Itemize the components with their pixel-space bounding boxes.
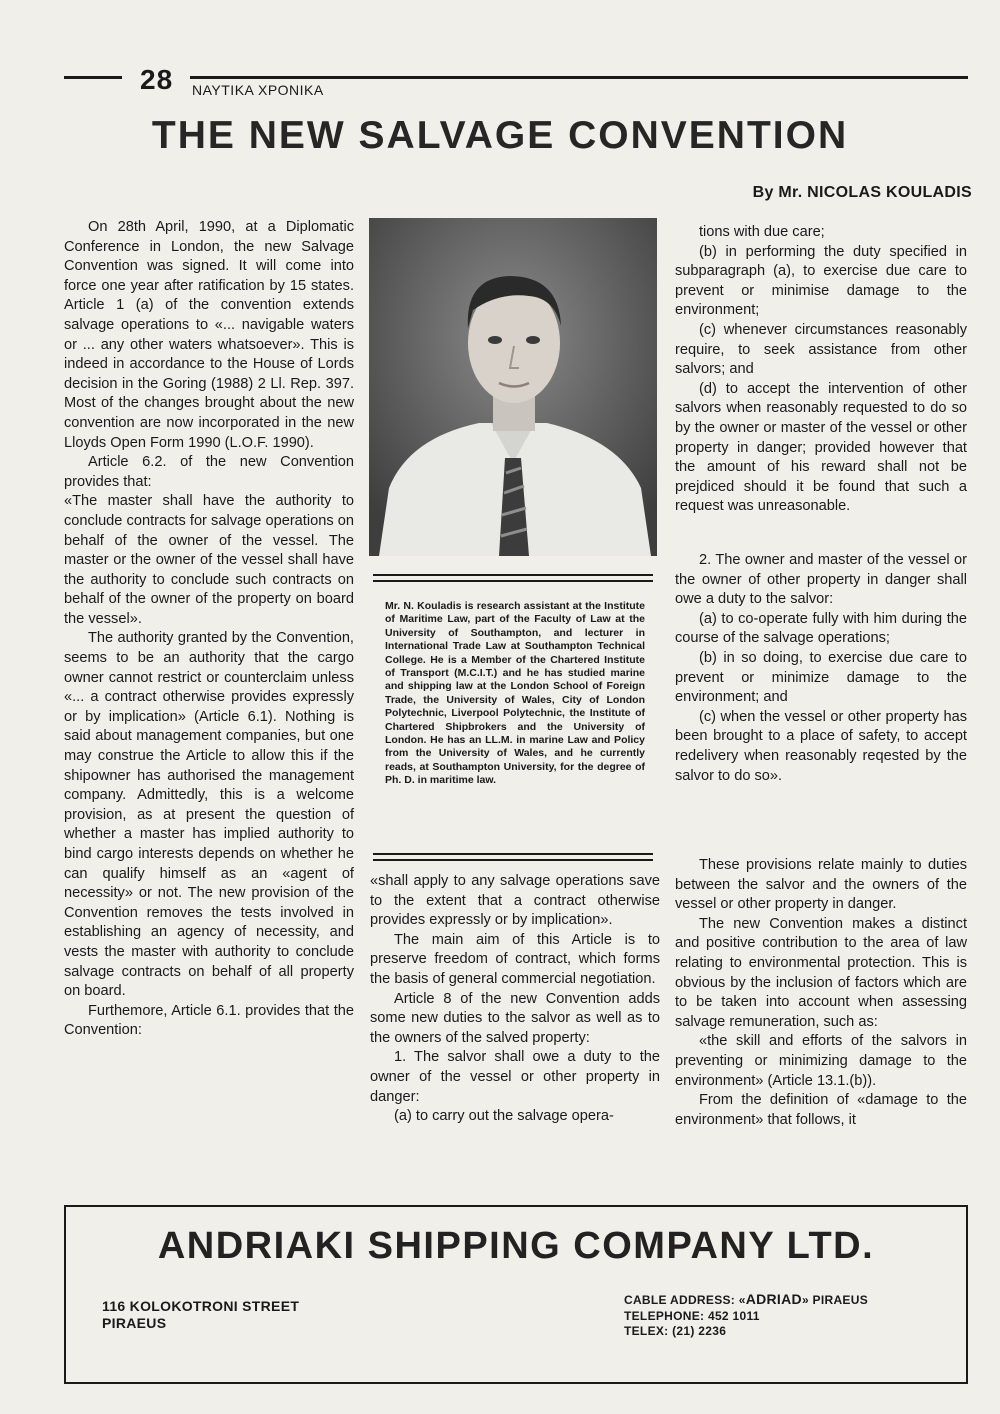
paragraph: (b) in so doing, to exercise due care to prevent or minimize damage to the environment; and bbox=[675, 649, 967, 706]
paragraph: (a) to co-operate fully with him during the course of the salvage operations; bbox=[675, 610, 967, 647]
paragraph: (c) whenever circumstances reasonably require, to seek assistance from other salvors; and bbox=[675, 321, 967, 378]
paragraph: On 28th April, 1990, at a Diplomatic Conference in London, the new Salvage Convention was signed. It will come into force one year after ratification by 15 states. Article 1 (a) of the convention extends salvage operations to «... navigable waters or ... any other waters whatsoever». This is indeed in accordance to the House of Lords decision in the Goring (1988) 2 Ll. Rep. 397. Most of the changes brought about the new convention are now incorporated in the new Lloyds Open Form 1990 (L.O.F. 1990). bbox=[64, 219, 354, 451]
article-column-2 bbox=[370, 872, 660, 1127]
paragraph: 2. The owner and master of the vessel or the owner of other property in danger shall owe a duty to the salvor: bbox=[675, 552, 967, 608]
caption-rule-top-2 bbox=[373, 580, 653, 582]
paragraph: From the definition of «damage to the environment» that follows, it bbox=[675, 1092, 967, 1128]
ad-address bbox=[102, 1298, 299, 1332]
ad-city: PIRAEUS bbox=[102, 1315, 167, 1331]
company-advertisement bbox=[64, 1205, 968, 1384]
paragraph: «the skill and efforts of the salvors in preventing or minimizing damage to the environment» (Article 13.1.(b)). bbox=[675, 1033, 967, 1089]
header-rule-right bbox=[190, 76, 968, 79]
publication-name: ΝΑΥΤΙΚΑ ΧΡΟΝΙΚΑ bbox=[192, 82, 324, 98]
ad-telex: TELEX: (21) 2236 bbox=[624, 1324, 727, 1338]
ad-company-name: ANDRIAKI SHIPPING COMPANY LTD. bbox=[157, 1225, 875, 1267]
paragraph: These provisions relate mainly to duties between the salvor and the owners of the vessel or other property in danger. bbox=[675, 857, 967, 913]
paragraph: 1. The salvor shall owe a duty to the owner of the vessel or other property in danger: bbox=[370, 1049, 660, 1105]
article-column-1 bbox=[64, 218, 354, 1041]
ad-contacts bbox=[624, 1292, 868, 1340]
paragraph: (c) when the vessel or other property has been brought to a place of safety, to accept redelivery when reasonably reqested by the salvor to do so». bbox=[675, 708, 967, 784]
author-portrait-image bbox=[369, 218, 657, 556]
caption-rule-bottom bbox=[373, 853, 653, 855]
paragraph: (b) in performing the duty specified in subparagraph (a), to exercise due care to prevent or minimise damage to the environment; bbox=[675, 243, 967, 319]
header-rule-left bbox=[64, 76, 122, 79]
byline: By Mr. NICOLAS KOULADIS bbox=[752, 184, 972, 201]
paragraph: tions with due care; bbox=[699, 224, 825, 240]
author-photo bbox=[369, 218, 657, 556]
paragraph: «shall apply to any salvage operations save to the extent that a contract otherwise provides expressly or by implication». bbox=[370, 873, 660, 929]
photo-caption: Mr. N. Kouladis is research assistant at the Institute of Maritime Law, part of the Faculty of Law at the University of Southampton, and lecturer in International Trade Law at Southampton Technical College. He is a Member of the Chartered Institute of Transport (M.C.I.T.) and he has studied marine and shipping law at the London School of Foreign Trade, the University of Wales, City of London Polytechnic, Liverpool Polytechnic, the Institute of Chartered Shipbrokers and the University of London. He has an LL.M. in marine Law and Policy from the University of Wales, and he currently reads, at Southampton University, for the degree of Ph. D. in maritime law. bbox=[385, 600, 645, 787]
ad-street: 116 KOLOKOTRONI STREET bbox=[102, 1298, 300, 1314]
caption-rule-bottom-2 bbox=[373, 859, 653, 861]
paragraph: (d) to accept the intervention of other salvors when reasonably requested to do so by the owner or master of the vessel or other property in danger; provided however that the amount of his reward shall not be prejdiced should it be found that such a request was unreasonable. bbox=[675, 380, 967, 515]
paragraph: Article 6.2. of the new Convention provides that: bbox=[64, 454, 354, 490]
article-title: THE NEW SALVAGE CONVENTION bbox=[151, 114, 849, 157]
paragraph: The new Convention makes a distinct and positive contribution to the area of law relating to environmental protection. This is obvious by the inclusion of factors which are to be taken into account when assessing salvage remuneration, such as: bbox=[675, 915, 967, 1030]
page-number: 28 bbox=[140, 64, 174, 95]
ad-telephone: TELEPHONE: 452 1011 bbox=[624, 1308, 760, 1323]
paragraph: The main aim of this Article is to preserve freedom of contract, which forms the basis of general commercial negotiation. bbox=[370, 931, 660, 987]
paragraph: The authority granted by the Convention, seems to be an authority that the cargo owner cannot restrict or counterclaim unless «... a contract otherwise provides expressly or by implication» (Article 6.1). Nothing is said about management companies, but one may construe the Article to allow this if the shipowner has authorised the management company. Admittedly, this is a welcome provision, as at present the question of whether a master has implied authority to bind cargo interests depends on whether he can qualify himself as an «agent of necessity» or not. The new provision of the Convention removes the tests involved in establishing an agency of necessity, and vests the master with authority to conclude salvage contracts on behalf of all property on board. bbox=[64, 630, 354, 1000]
paragraph: (a) to carry out the salvage opera- bbox=[394, 1108, 614, 1125]
article-column-3-part-3 bbox=[675, 856, 967, 1130]
paragraph: Article 8 of the new Convention adds some new duties to the salvor as well as to the owners of the salved property: bbox=[370, 990, 660, 1046]
article-column-3-part-2 bbox=[675, 551, 967, 786]
caption-rule-top bbox=[373, 574, 653, 576]
ad-cable-address: CABLE ADDRESS: «ADRIAD» PIRAEUS bbox=[624, 1291, 869, 1307]
article-column-3-part-1 bbox=[675, 223, 967, 517]
paragraph: Furthemore, Article 6.1. provides that the Convention: bbox=[64, 1002, 354, 1039]
quote-paragraph: «The master shall have the authority to conclude contracts for salvage operations on behalf of the owner of the vessel. The master or the owner of the vessel shall have the authority to conclude such contracts on behalf of the owner of the property on board the vessel». bbox=[64, 493, 354, 627]
